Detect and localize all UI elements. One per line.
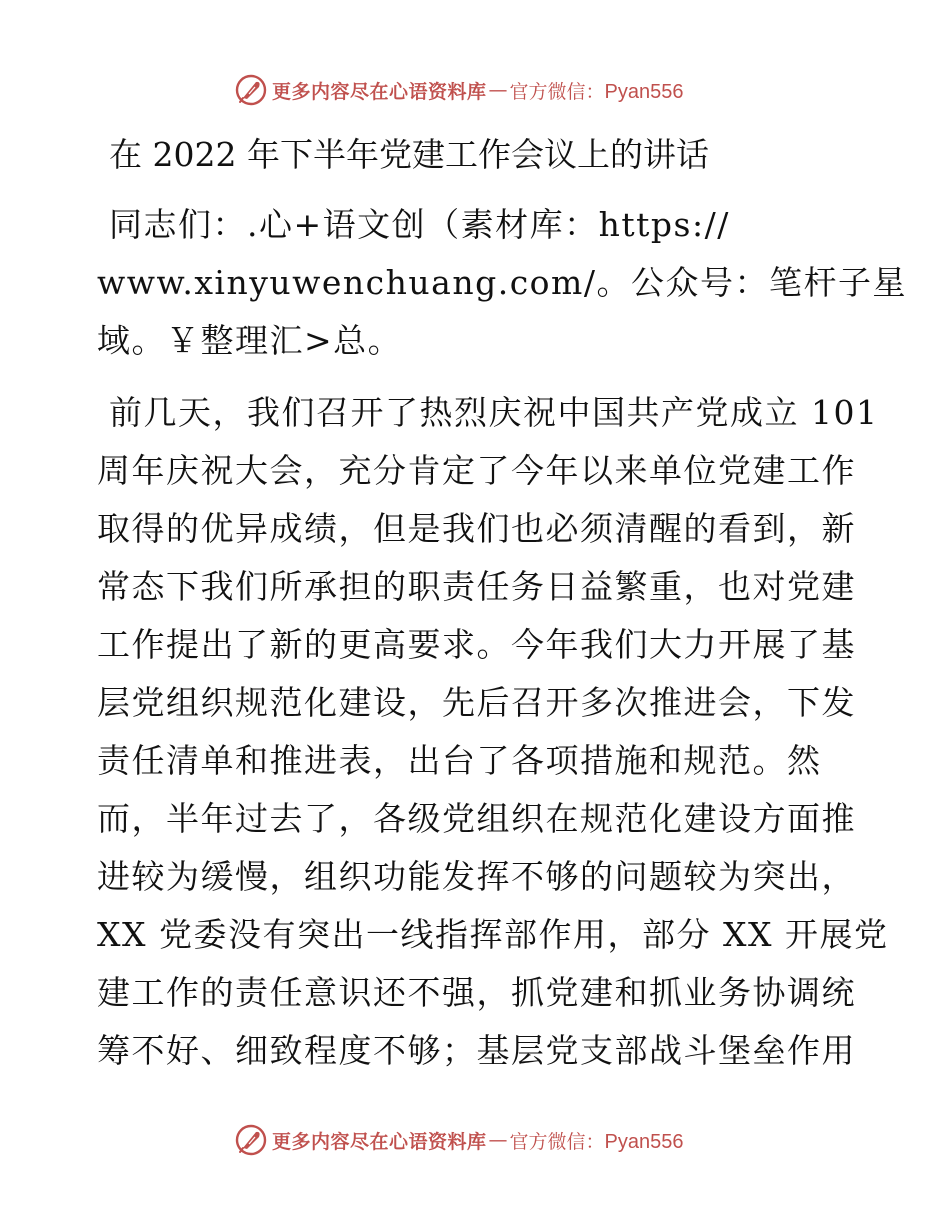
body-line: 层党组织规范化建设，先后召开多次推进会，下发 — [97, 683, 856, 722]
body-line: 前几天，我们召开了热烈庆祝中国共产党成立 101 — [109, 393, 879, 432]
footer-banner — [234, 1122, 684, 1158]
body-line: XX 党委没有突出一线指挥部作用，部分 XX 开展党 — [97, 915, 889, 954]
banner-text: 更多内容尽在心语资料库 — [272, 1130, 487, 1153]
document-title: 在 2022 年下半年党建工作会议上的讲话 — [109, 135, 709, 174]
quill-pen-logo-icon — [234, 73, 268, 107]
body-line: 工作提出了新的更高要求。今年我们大力开展了基 — [97, 625, 856, 664]
body-line: 责任清单和推进表，出台了各项措施和规范。然 — [97, 741, 822, 780]
salutation-paragraph — [97, 196, 907, 370]
document-body — [97, 120, 907, 1080]
header-banner — [234, 72, 684, 108]
body-line: 周年庆祝大会，充分肯定了今年以来单位党建工作 — [97, 451, 856, 490]
banner-contact-id: Pyan556 — [604, 80, 684, 103]
body-line: 建工作的责任意识还不强，抓党建和抓业务协调统 — [97, 973, 856, 1012]
body-line: 筹不好、细致程度不够；基层党支部战斗堡垒作用 — [97, 1031, 856, 1070]
salutation-line: 域。￥整理汇>总。 — [97, 321, 403, 360]
body-paragraph — [97, 384, 889, 1080]
banner-dash: — — [488, 79, 508, 101]
banner-dash: — — [488, 1129, 508, 1151]
banner-contact — [510, 77, 684, 104]
quill-pen-logo-icon — [234, 1123, 268, 1157]
body-line: 取得的优异成绩，但是我们也必须清醒的看到，新 — [97, 509, 856, 548]
banner-contact-label: 官方微信： — [509, 1130, 605, 1153]
body-line: 常态下我们所承担的职责任务日益繁重，也对党建 — [97, 567, 856, 606]
salutation-line: 同志们：.心+语文创（素材库：https:// — [109, 205, 730, 244]
banner-contact-label: 官方微信： — [509, 80, 605, 103]
banner-contact — [510, 1127, 684, 1154]
banner-text: 更多内容尽在心语资料库 — [272, 80, 487, 103]
banner-contact-id: Pyan556 — [604, 1130, 684, 1153]
body-line: 进较为缓慢，组织功能发挥不够的问题较为突出， — [97, 857, 856, 896]
salutation-line: www.xinyuwenchuang.com/。公众号：笔杆子星 — [97, 263, 907, 302]
body-line: 而，半年过去了，各级党组织在规范化建设方面推 — [97, 799, 856, 838]
